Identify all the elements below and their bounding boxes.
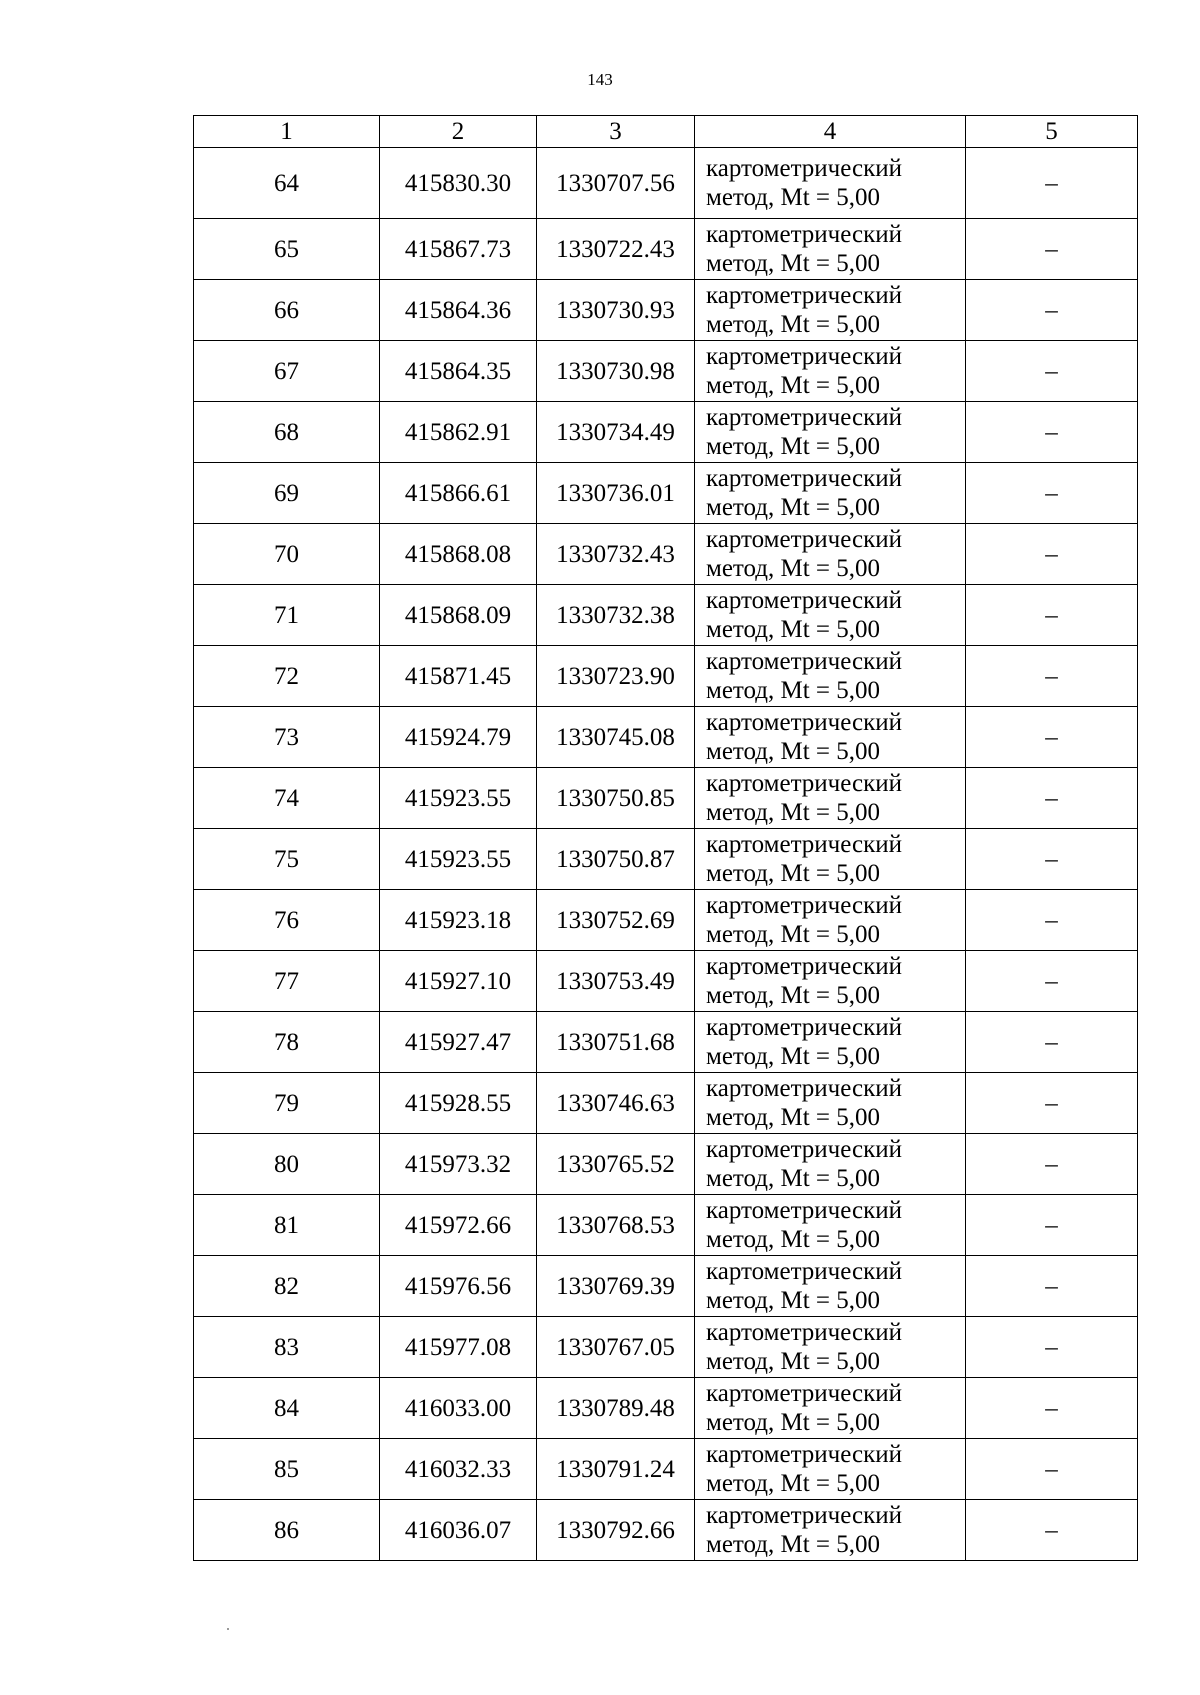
coordinates-table (193, 115, 1138, 1561)
method-cell (695, 1195, 966, 1256)
method-cell (695, 585, 966, 646)
note-cell: – (966, 148, 1138, 219)
note-cell: – (966, 1195, 1138, 1256)
note-cell: – (966, 951, 1138, 1012)
note-cell: – (966, 1378, 1138, 1439)
column-header-3: 3 (537, 116, 695, 148)
y-coordinate-cell: 1330732.43 (537, 524, 695, 585)
x-coordinate-cell: 415862.91 (380, 402, 537, 463)
method-text-line1: картометрический (706, 155, 902, 182)
method-text-line1: картометрический (706, 1075, 902, 1102)
method-cell (695, 402, 966, 463)
y-coordinate-cell: 1330750.87 (537, 829, 695, 890)
method-cell (695, 1073, 966, 1134)
table-row (194, 1012, 1138, 1073)
table-row (194, 829, 1138, 890)
method-text-line1: картометрический (706, 770, 902, 797)
method-text-line1: картометрический (706, 1197, 902, 1224)
method-text-line2: метод, Mt = 5,00 (706, 1470, 881, 1497)
method-text-line2: метод, Mt = 5,00 (706, 1165, 881, 1192)
scan-speck (227, 1628, 229, 1630)
x-coordinate-cell: 415927.10 (380, 951, 537, 1012)
method-text-line2: метод, Mt = 5,00 (706, 1531, 881, 1558)
table-row (194, 1073, 1138, 1134)
method-text-line2: метод, Mt = 5,00 (706, 860, 881, 887)
method-text-line1: картометрический (706, 221, 902, 248)
method-cell (695, 148, 966, 219)
point-number-cell: 85 (194, 1439, 380, 1500)
x-coordinate-cell: 415830.30 (380, 148, 537, 219)
y-coordinate-cell: 1330723.90 (537, 646, 695, 707)
table-row (194, 341, 1138, 402)
table-row (194, 1256, 1138, 1317)
note-cell: – (966, 1439, 1138, 1500)
method-cell (695, 1500, 966, 1561)
method-text-line1: картометрический (706, 1258, 902, 1285)
y-coordinate-cell: 1330751.68 (537, 1012, 695, 1073)
note-cell: – (966, 1500, 1138, 1561)
column-header-5: 5 (966, 116, 1138, 148)
method-text-line1: картометрический (706, 404, 902, 431)
point-number-cell: 78 (194, 1012, 380, 1073)
x-coordinate-cell: 415923.55 (380, 829, 537, 890)
x-coordinate-cell: 415977.08 (380, 1317, 537, 1378)
method-text-line2: метод, Mt = 5,00 (706, 616, 881, 643)
method-text-line2: метод, Mt = 5,00 (706, 1226, 881, 1253)
x-coordinate-cell: 415972.66 (380, 1195, 537, 1256)
note-cell: – (966, 646, 1138, 707)
y-coordinate-cell: 1330768.53 (537, 1195, 695, 1256)
method-text-line2: метод, Mt = 5,00 (706, 799, 881, 826)
x-coordinate-cell: 415867.73 (380, 219, 537, 280)
method-text-line1: картометрический (706, 892, 902, 919)
y-coordinate-cell: 1330746.63 (537, 1073, 695, 1134)
table-row (194, 707, 1138, 768)
table-row (194, 1378, 1138, 1439)
point-number-cell: 84 (194, 1378, 380, 1439)
method-cell (695, 341, 966, 402)
point-number-cell: 81 (194, 1195, 380, 1256)
point-number-cell: 66 (194, 280, 380, 341)
y-coordinate-cell: 1330736.01 (537, 463, 695, 524)
y-coordinate-cell: 1330753.49 (537, 951, 695, 1012)
x-coordinate-cell: 415924.79 (380, 707, 537, 768)
note-cell: – (966, 1317, 1138, 1378)
point-number-cell: 79 (194, 1073, 380, 1134)
method-cell (695, 707, 966, 768)
method-cell (695, 1378, 966, 1439)
y-coordinate-cell: 1330767.05 (537, 1317, 695, 1378)
method-text-line1: картометрический (706, 709, 902, 736)
x-coordinate-cell: 416036.07 (380, 1500, 537, 1561)
method-text-line1: картометрический (706, 343, 902, 370)
method-text-line2: метод, Mt = 5,00 (706, 738, 881, 765)
point-number-cell: 86 (194, 1500, 380, 1561)
method-text-line1: картометрический (706, 1380, 902, 1407)
point-number-cell: 73 (194, 707, 380, 768)
y-coordinate-cell: 1330707.56 (537, 148, 695, 219)
note-cell: – (966, 829, 1138, 890)
method-text-line1: картометрический (706, 1502, 902, 1529)
note-cell: – (966, 768, 1138, 829)
table-row (194, 585, 1138, 646)
method-cell (695, 1134, 966, 1195)
point-number-cell: 68 (194, 402, 380, 463)
x-coordinate-cell: 415871.45 (380, 646, 537, 707)
table-row (194, 402, 1138, 463)
method-cell (695, 768, 966, 829)
column-header-1: 1 (194, 116, 380, 148)
method-cell (695, 1256, 966, 1317)
method-cell (695, 646, 966, 707)
method-cell (695, 280, 966, 341)
table-header-row (194, 116, 1138, 148)
note-cell: – (966, 707, 1138, 768)
table-row (194, 280, 1138, 341)
table-row (194, 768, 1138, 829)
method-text-line2: метод, Mt = 5,00 (706, 1409, 881, 1436)
note-cell: – (966, 1012, 1138, 1073)
method-text-line2: метод, Mt = 5,00 (706, 250, 881, 277)
method-cell (695, 890, 966, 951)
point-number-cell: 83 (194, 1317, 380, 1378)
table-row (194, 1195, 1138, 1256)
table-row (194, 148, 1138, 219)
y-coordinate-cell: 1330789.48 (537, 1378, 695, 1439)
method-cell (695, 1012, 966, 1073)
method-text-line2: метод, Mt = 5,00 (706, 372, 881, 399)
point-number-cell: 76 (194, 890, 380, 951)
table-row (194, 524, 1138, 585)
x-coordinate-cell: 415864.35 (380, 341, 537, 402)
method-text-line2: метод, Mt = 5,00 (706, 494, 881, 521)
method-text-line1: картометрический (706, 831, 902, 858)
method-cell (695, 524, 966, 585)
point-number-cell: 65 (194, 219, 380, 280)
y-coordinate-cell: 1330745.08 (537, 707, 695, 768)
table-row (194, 951, 1138, 1012)
x-coordinate-cell: 416032.33 (380, 1439, 537, 1500)
table-row (194, 1317, 1138, 1378)
method-text-line1: картометрический (706, 1136, 902, 1163)
method-cell (695, 463, 966, 524)
method-text-line2: метод, Mt = 5,00 (706, 982, 881, 1009)
y-coordinate-cell: 1330730.93 (537, 280, 695, 341)
note-cell: – (966, 219, 1138, 280)
y-coordinate-cell: 1330730.98 (537, 341, 695, 402)
column-header-2: 2 (380, 116, 537, 148)
point-number-cell: 82 (194, 1256, 380, 1317)
point-number-cell: 80 (194, 1134, 380, 1195)
method-text-line1: картометрический (706, 465, 902, 492)
table-row (194, 1134, 1138, 1195)
method-cell (695, 951, 966, 1012)
x-coordinate-cell: 415868.09 (380, 585, 537, 646)
note-cell: – (966, 890, 1138, 951)
method-text-line2: метод, Mt = 5,00 (706, 184, 881, 211)
y-coordinate-cell: 1330791.24 (537, 1439, 695, 1500)
method-cell (695, 1439, 966, 1500)
table-row (194, 1500, 1138, 1561)
x-coordinate-cell: 415866.61 (380, 463, 537, 524)
y-coordinate-cell: 1330792.66 (537, 1500, 695, 1561)
method-text-line1: картометрический (706, 953, 902, 980)
y-coordinate-cell: 1330722.43 (537, 219, 695, 280)
y-coordinate-cell: 1330752.69 (537, 890, 695, 951)
y-coordinate-cell: 1330734.49 (537, 402, 695, 463)
table-row (194, 1439, 1138, 1500)
method-text-line2: метод, Mt = 5,00 (706, 1043, 881, 1070)
note-cell: – (966, 1073, 1138, 1134)
method-text-line1: картометрический (706, 648, 902, 675)
y-coordinate-cell: 1330732.38 (537, 585, 695, 646)
note-cell: – (966, 463, 1138, 524)
note-cell: – (966, 1256, 1138, 1317)
table-row (194, 463, 1138, 524)
page-number: 143 (587, 70, 613, 89)
x-coordinate-cell: 415928.55 (380, 1073, 537, 1134)
point-number-cell: 70 (194, 524, 380, 585)
x-coordinate-cell: 415868.08 (380, 524, 537, 585)
column-header-4: 4 (695, 116, 966, 148)
method-cell (695, 1317, 966, 1378)
x-coordinate-cell: 415923.55 (380, 768, 537, 829)
method-text-line2: метод, Mt = 5,00 (706, 677, 881, 704)
method-text-line1: картометрический (706, 587, 902, 614)
method-text-line1: картометрический (706, 282, 902, 309)
x-coordinate-cell: 415973.32 (380, 1134, 537, 1195)
method-text-line1: картометрический (706, 1014, 902, 1041)
method-text-line2: метод, Mt = 5,00 (706, 433, 881, 460)
table-row (194, 646, 1138, 707)
note-cell: – (966, 280, 1138, 341)
method-text-line1: картометрический (706, 526, 902, 553)
method-text-line2: метод, Mt = 5,00 (706, 1287, 881, 1314)
point-number-cell: 72 (194, 646, 380, 707)
method-text-line2: метод, Mt = 5,00 (706, 921, 881, 948)
y-coordinate-cell: 1330769.39 (537, 1256, 695, 1317)
method-text-line1: картометрический (706, 1441, 902, 1468)
method-text-line2: метод, Mt = 5,00 (706, 311, 881, 338)
method-text-line2: метод, Mt = 5,00 (706, 1348, 881, 1375)
table-row (194, 890, 1138, 951)
note-cell: – (966, 585, 1138, 646)
method-cell (695, 829, 966, 890)
note-cell: – (966, 402, 1138, 463)
note-cell: – (966, 1134, 1138, 1195)
y-coordinate-cell: 1330750.85 (537, 768, 695, 829)
point-number-cell: 75 (194, 829, 380, 890)
x-coordinate-cell: 415927.47 (380, 1012, 537, 1073)
point-number-cell: 67 (194, 341, 380, 402)
note-cell: – (966, 524, 1138, 585)
method-text-line1: картометрический (706, 1319, 902, 1346)
y-coordinate-cell: 1330765.52 (537, 1134, 695, 1195)
method-cell (695, 219, 966, 280)
point-number-cell: 64 (194, 148, 380, 219)
point-number-cell: 69 (194, 463, 380, 524)
method-text-line2: метод, Mt = 5,00 (706, 1104, 881, 1131)
x-coordinate-cell: 415923.18 (380, 890, 537, 951)
point-number-cell: 77 (194, 951, 380, 1012)
x-coordinate-cell: 416033.00 (380, 1378, 537, 1439)
table-row (194, 219, 1138, 280)
point-number-cell: 74 (194, 768, 380, 829)
method-text-line2: метод, Mt = 5,00 (706, 555, 881, 582)
x-coordinate-cell: 415976.56 (380, 1256, 537, 1317)
point-number-cell: 71 (194, 585, 380, 646)
x-coordinate-cell: 415864.36 (380, 280, 537, 341)
note-cell: – (966, 341, 1138, 402)
